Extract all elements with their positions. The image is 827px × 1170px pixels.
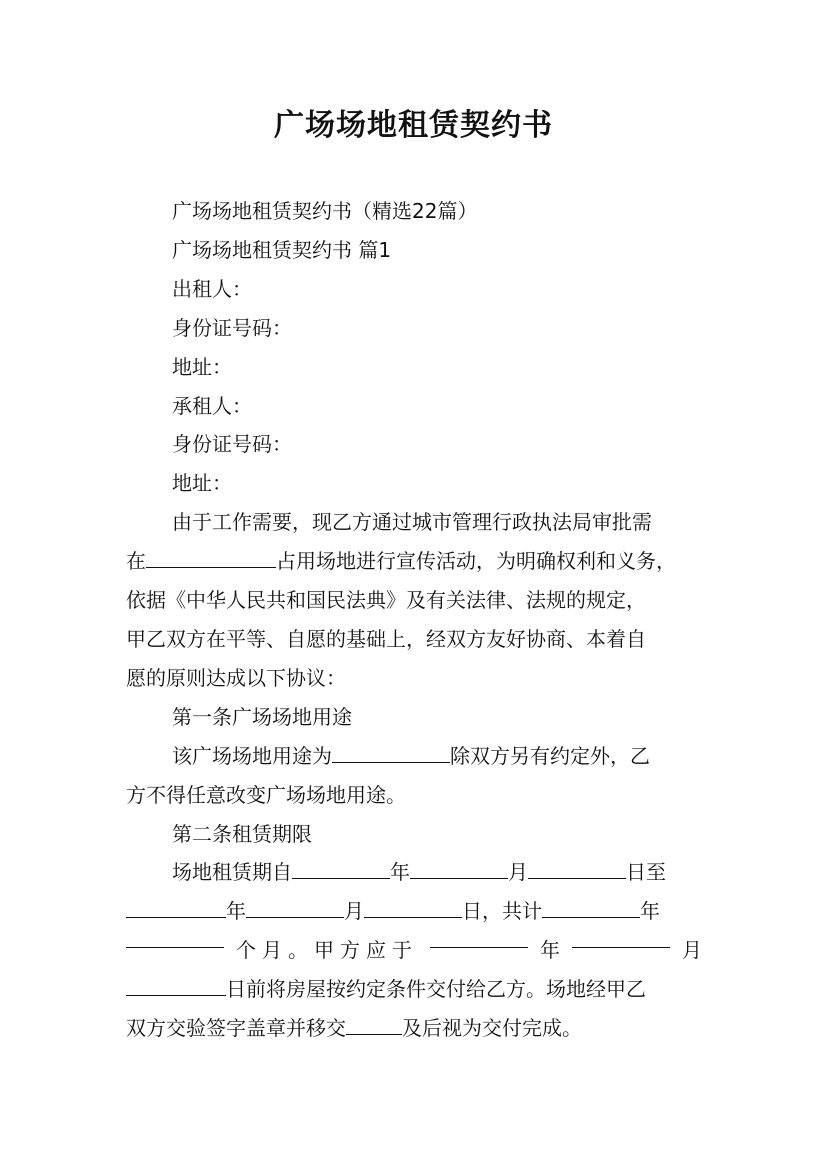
blank-field [292, 862, 390, 879]
document-title: 广场场地租赁契约书 [274, 108, 553, 143]
article-2-line-2 [126, 892, 702, 931]
article-1-line-2: 方不得任意改变广场场地用途。 [126, 782, 406, 807]
article-2-text-e: 日，共计 [462, 899, 542, 924]
article-1-line-1 [126, 737, 702, 776]
lessee-address-label: 地址： [172, 471, 232, 496]
lessor-id-label: 身份证号码： [172, 315, 292, 340]
month-label: 月 [344, 899, 364, 924]
blank-field [246, 901, 344, 918]
blank-field [346, 1018, 402, 1035]
intro-line-5: 愿的原则达成以下协议： [126, 665, 346, 690]
year-label: 年 [540, 938, 560, 963]
article-1-title: 第一条广场场地用途 [172, 704, 352, 729]
month-label: 月 [508, 860, 528, 885]
blank-field [528, 862, 626, 879]
blank-field [146, 551, 276, 568]
lessee-id-label: 身份证号码： [172, 432, 292, 457]
month-label: 月 [682, 938, 702, 963]
blank-field [364, 901, 462, 918]
article-2-text-i: 及后视为交付完成。 [402, 1016, 582, 1041]
article-1-text-b: 除双方另有约定外，乙 [450, 743, 650, 768]
article-2-line-5 [126, 1009, 702, 1048]
year-label: 年 [226, 899, 246, 924]
intro-line-2 [126, 542, 702, 581]
blank-field [572, 931, 670, 948]
blank-field [410, 862, 508, 879]
article-2-line-3 [126, 931, 702, 970]
lessee-label: 承租人： [172, 393, 252, 418]
article-2-title: 第二条租赁期限 [172, 821, 312, 846]
article-2-line-1 [126, 853, 702, 892]
article-2-text-d: 日至 [626, 860, 666, 885]
intro-text-b: 占用场地进行宣传活动，为明确权利和义务， [276, 549, 676, 574]
blank-field [126, 901, 226, 918]
subtitle-line: 广场场地租赁契约书（精选22篇） [172, 199, 478, 223]
article-2-text-h: 双方交验签字盖章并移交 [126, 1016, 346, 1041]
intro-line-4: 甲乙双方在平等、自愿的基础上，经双方友好协商、本着自 [126, 626, 646, 651]
blank-field [126, 979, 226, 996]
section-heading: 广场场地租赁契约书 篇1 [172, 237, 392, 262]
year-label: 年 [390, 860, 410, 885]
document-body [126, 192, 702, 1048]
article-1-text-a: 该广场场地用途为 [172, 743, 332, 768]
blank-field [542, 901, 640, 918]
article-2-line-4 [126, 970, 702, 1009]
article-2-text-f: 个月。甲方应于 [236, 938, 418, 963]
article-2-text-g: 日前将房屋按约定条件交付给乙方。场地经甲乙 [226, 977, 646, 1002]
intro-line-3: 依据《中华人民共和国民法典》及有关法律、法规的规定， [126, 588, 646, 613]
article-2-text-a: 场地租赁期自 [172, 860, 292, 885]
year-label: 年 [640, 899, 660, 924]
intro-text-a: 在 [126, 549, 146, 574]
lessor-address-label: 地址： [172, 354, 232, 379]
blank-field [430, 931, 528, 948]
intro-line-1: 由于工作需要，现乙方通过城市管理行政执法局审批需 [172, 510, 652, 535]
lessor-label: 出租人： [172, 276, 252, 301]
blank-field [332, 746, 450, 763]
blank-field [126, 931, 224, 948]
